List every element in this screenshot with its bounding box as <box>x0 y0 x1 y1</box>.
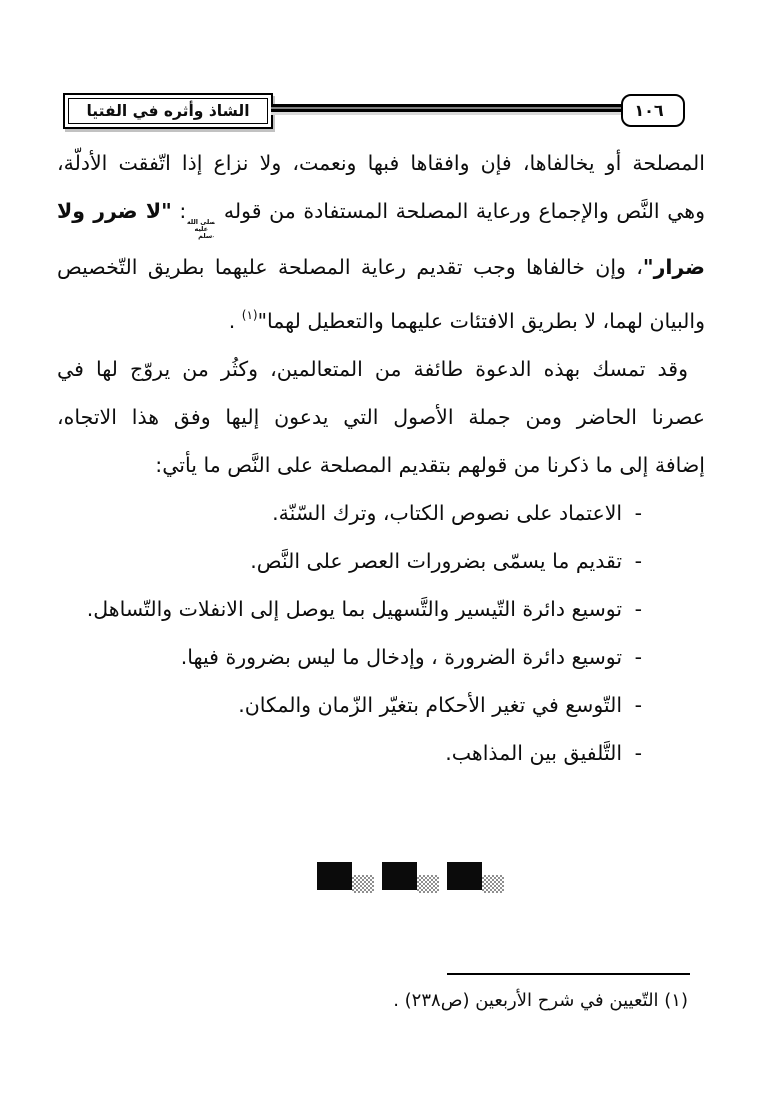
list-dash: - <box>628 501 642 526</box>
text-run: والبيان لهما، لا بطريق الافتئات عليهما والتعطيل لهما" <box>257 309 705 334</box>
ornament <box>447 862 504 894</box>
book-title: الشاذ وأثره في الفتيا <box>68 98 268 124</box>
list-item-text: توسيع دائرة التّيسير والتَّسهيل بما يوصل إلى الانفلات والتّساهل. <box>86 597 623 622</box>
footnote <box>57 981 688 1021</box>
text-run: المصلحة أو يخالفاها، فإن وافقاها فبها ونعمت، ولا نزاع إذا اتّفقت الأدلّة، <box>57 151 705 175</box>
body-text <box>57 139 705 777</box>
list-dash: - <box>628 645 642 670</box>
list-item-text: تقديم ما يسمّى بضرورات العصر على النَّص. <box>250 549 623 574</box>
page-number: ١٠٦ <box>634 101 664 120</box>
list-item-text: التَّلفيق بين المذاهب. <box>445 741 623 766</box>
body-line <box>57 393 705 441</box>
list-dash: - <box>628 549 642 574</box>
ornament-gray-square <box>417 875 439 893</box>
separator-ornaments <box>28 862 765 894</box>
ornament <box>382 862 439 894</box>
ornament-black-square <box>317 862 352 890</box>
list-item-text: الاعتماد على نصوص الكتاب، وترك السّنّة. <box>272 501 623 526</box>
honorific-symbol: صلى الله عليه وسلم <box>186 218 217 240</box>
header-title-box <box>63 93 273 129</box>
body-line <box>57 139 705 187</box>
text-run: ، وإن خالفاها وجب تقديم رعاية المصلحة عليهما بطريق التّخصيص <box>57 255 643 280</box>
ornament-black-square <box>382 862 417 890</box>
footnote-marker: (١) <box>241 308 258 323</box>
list-item <box>57 729 705 777</box>
text-run: . <box>228 309 242 334</box>
list-item <box>57 633 705 681</box>
list-item-text: التّوسع في تغير الأحكام بتغيّر الزّمان والمكان. <box>238 693 623 718</box>
text-run: وقد تمسك بهذه الدعوة طائفة من المتعالمين، وكثُر من يروّج لها في <box>57 357 688 382</box>
text-run: وهي النَّص والإجماع ورعاية المصلحة المستفادة من قوله <box>216 199 705 223</box>
ornament <box>317 862 374 894</box>
list-item <box>57 537 705 585</box>
list-item <box>57 681 705 729</box>
body-line <box>57 291 705 345</box>
list-dash: - <box>628 597 642 622</box>
text-run: إضافة إلى ما ذكرنا من قولهم بتقديم المصلحة على النَّص ما يأتي: <box>155 453 705 478</box>
list-dash: - <box>628 741 642 766</box>
footnote-text: (١) التّعيين في شرح الأربعين (ص٢٣٨) . <box>393 990 688 1011</box>
text-run: عصرنا الحاضر ومن جملة الأصول التي يدعون إليها وفق هذا الاتجاه، <box>57 405 705 430</box>
text-run: "لا ضرر ولا <box>57 199 172 223</box>
ornament-gray-square <box>352 875 374 893</box>
body-line <box>57 441 705 489</box>
list-item <box>57 489 705 537</box>
list-item <box>57 585 705 633</box>
body-line <box>57 243 705 291</box>
body-line <box>57 187 705 243</box>
ornament-black-square <box>447 862 482 890</box>
body-line <box>57 345 705 393</box>
page-number-box <box>621 94 685 127</box>
list-item-text: توسيع دائرة الضرورة ، وإدخال ما ليس بضرورة فيها. <box>180 645 623 670</box>
footnote-rule <box>447 973 690 975</box>
list-dash: - <box>628 693 642 718</box>
ornament-gray-square <box>482 875 504 893</box>
text-run: ضرار" <box>642 255 705 280</box>
header-rule <box>271 104 623 112</box>
text-run: : <box>171 199 187 223</box>
